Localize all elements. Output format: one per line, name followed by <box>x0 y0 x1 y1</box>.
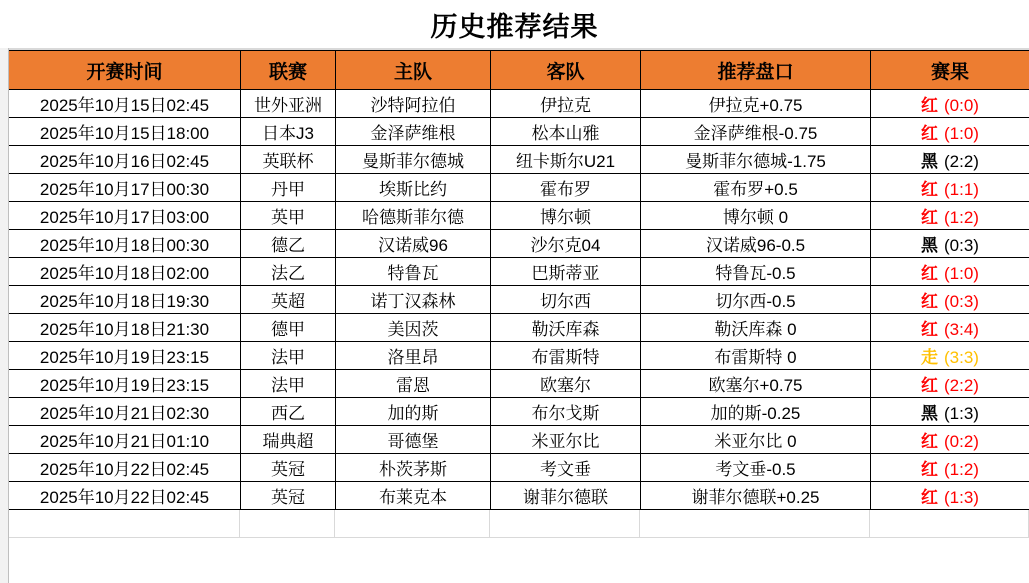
result-flag: 红 <box>921 264 939 283</box>
cell-time: 2025年10月15日02:45 <box>9 90 241 118</box>
cell-result <box>871 286 1029 314</box>
cell-result <box>871 118 1029 146</box>
cell-pick: 伊拉克+0.75 <box>641 90 871 118</box>
cell-result <box>871 482 1029 510</box>
empty-rows-area <box>8 510 1029 538</box>
cell-home: 哥德堡 <box>336 426 491 454</box>
cell-result <box>871 426 1029 454</box>
cell-pick: 加的斯-0.25 <box>641 398 871 426</box>
result-score: (1:3) <box>944 488 979 507</box>
result-score: (2:2) <box>944 152 979 171</box>
cell-league: 英联杯 <box>241 146 336 174</box>
cell-home: 雷恩 <box>336 370 491 398</box>
cell-league: 德乙 <box>241 230 336 258</box>
cell-league: 英甲 <box>241 202 336 230</box>
table-row <box>9 314 1029 342</box>
result-score: (1:2) <box>944 208 979 227</box>
cell-time: 2025年10月21日02:30 <box>9 398 241 426</box>
cell-result <box>871 314 1029 342</box>
cell-league: 法甲 <box>241 370 336 398</box>
row-header-gutter <box>0 48 9 583</box>
cell-result <box>871 342 1029 370</box>
column-header-league: 联赛 <box>241 51 336 90</box>
result-flag: 红 <box>921 208 939 227</box>
empty-cell <box>240 510 335 537</box>
cell-time: 2025年10月18日21:30 <box>9 314 241 342</box>
result-score: (0:3) <box>944 236 979 255</box>
column-header-home: 主队 <box>336 51 491 90</box>
cell-pick: 考文垂-0.5 <box>641 454 871 482</box>
cell-pick: 特鲁瓦-0.5 <box>641 258 871 286</box>
cell-home: 埃斯比约 <box>336 174 491 202</box>
cell-league: 世外亚洲 <box>241 90 336 118</box>
cell-pick: 曼斯菲尔德城-1.75 <box>641 146 871 174</box>
result-flag: 红 <box>921 488 939 507</box>
cell-league: 西乙 <box>241 398 336 426</box>
cell-away: 松本山雅 <box>491 118 641 146</box>
table-row <box>9 370 1029 398</box>
result-score: (1:0) <box>944 124 979 143</box>
cell-away: 切尔西 <box>491 286 641 314</box>
cell-time: 2025年10月21日01:10 <box>9 426 241 454</box>
title-bar <box>0 0 1029 50</box>
empty-cell <box>870 510 1029 537</box>
cell-away: 纽卡斯尔U21 <box>491 146 641 174</box>
result-score: (1:2) <box>944 460 979 479</box>
cell-time: 2025年10月15日18:00 <box>9 118 241 146</box>
cell-pick: 金泽萨维根-0.75 <box>641 118 871 146</box>
cell-time: 2025年10月22日02:45 <box>9 454 241 482</box>
cell-league: 日本J3 <box>241 118 336 146</box>
result-score: (1:0) <box>944 264 979 283</box>
result-score: (2:2) <box>944 376 979 395</box>
cell-league: 德甲 <box>241 314 336 342</box>
cell-time: 2025年10月22日02:45 <box>9 482 241 510</box>
result-score: (3:3) <box>944 348 979 367</box>
cell-away: 沙尔克04 <box>491 230 641 258</box>
cell-home: 曼斯菲尔德城 <box>336 146 491 174</box>
cell-time: 2025年10月19日23:15 <box>9 370 241 398</box>
result-flag: 红 <box>921 432 939 451</box>
cell-league: 法乙 <box>241 258 336 286</box>
empty-cell <box>490 510 640 537</box>
cell-away: 勒沃库森 <box>491 314 641 342</box>
column-header-pick: 推荐盘口 <box>641 51 871 90</box>
cell-league: 英超 <box>241 286 336 314</box>
result-flag: 红 <box>921 376 939 395</box>
cell-pick: 霍布罗+0.5 <box>641 174 871 202</box>
result-flag: 红 <box>921 320 939 339</box>
result-score: (0:0) <box>944 96 979 115</box>
cell-result <box>871 398 1029 426</box>
cell-home: 金泽萨维根 <box>336 118 491 146</box>
cell-pick: 汉诺威96-0.5 <box>641 230 871 258</box>
cell-home: 沙特阿拉伯 <box>336 90 491 118</box>
table-row <box>9 230 1029 258</box>
result-flag: 红 <box>921 96 939 115</box>
cell-result <box>871 230 1029 258</box>
cell-away: 布雷斯特 <box>491 342 641 370</box>
table-row <box>9 118 1029 146</box>
result-score: (0:3) <box>944 292 979 311</box>
cell-pick: 勒沃库森 0 <box>641 314 871 342</box>
page-title: 历史推荐结果 <box>430 11 599 42</box>
cell-result <box>871 90 1029 118</box>
result-flag: 黑 <box>921 236 939 255</box>
cell-time: 2025年10月18日02:00 <box>9 258 241 286</box>
cell-pick: 布雷斯特 0 <box>641 342 871 370</box>
cell-time: 2025年10月16日02:45 <box>9 146 241 174</box>
empty-cell <box>8 510 240 537</box>
cell-home: 布莱克本 <box>336 482 491 510</box>
result-flag: 红 <box>921 460 939 479</box>
cell-time: 2025年10月17日03:00 <box>9 202 241 230</box>
results-table <box>8 50 1029 510</box>
cell-league: 英冠 <box>241 482 336 510</box>
result-score: (0:2) <box>944 432 979 451</box>
cell-pick: 欧塞尔+0.75 <box>641 370 871 398</box>
table-row <box>9 426 1029 454</box>
cell-home: 特鲁瓦 <box>336 258 491 286</box>
table-row <box>9 482 1029 510</box>
result-score: (3:4) <box>944 320 979 339</box>
cell-home: 加的斯 <box>336 398 491 426</box>
table-header-row <box>9 51 1029 90</box>
cell-home: 美因茨 <box>336 314 491 342</box>
cell-away: 欧塞尔 <box>491 370 641 398</box>
table-row <box>9 286 1029 314</box>
result-flag: 红 <box>921 292 939 311</box>
table-row <box>9 342 1029 370</box>
table-row <box>9 174 1029 202</box>
table-row <box>9 398 1029 426</box>
cell-away: 米亚尔比 <box>491 426 641 454</box>
result-flag: 走 <box>921 348 939 367</box>
cell-result <box>871 370 1029 398</box>
cell-home: 哈德斯菲尔德 <box>336 202 491 230</box>
empty-cell <box>335 510 490 537</box>
cell-away: 谢菲尔德联 <box>491 482 641 510</box>
column-header-result: 赛果 <box>871 51 1029 90</box>
table-row <box>9 146 1029 174</box>
cell-home: 朴茨茅斯 <box>336 454 491 482</box>
column-header-time: 开赛时间 <box>9 51 241 90</box>
cell-time: 2025年10月18日19:30 <box>9 286 241 314</box>
result-flag: 黑 <box>921 404 939 423</box>
cell-pick: 切尔西-0.5 <box>641 286 871 314</box>
table-row <box>9 258 1029 286</box>
table-row <box>9 202 1029 230</box>
result-flag: 红 <box>921 180 939 199</box>
cell-league: 瑞典超 <box>241 426 336 454</box>
cell-result <box>871 146 1029 174</box>
cell-home: 诺丁汉森林 <box>336 286 491 314</box>
empty-row <box>8 510 1029 538</box>
cell-league: 法甲 <box>241 342 336 370</box>
cell-result <box>871 174 1029 202</box>
cell-away: 博尔顿 <box>491 202 641 230</box>
cell-away: 巴斯蒂亚 <box>491 258 641 286</box>
cell-time: 2025年10月19日23:15 <box>9 342 241 370</box>
cell-result <box>871 258 1029 286</box>
column-header-away: 客队 <box>491 51 641 90</box>
result-score: (1:3) <box>944 404 979 423</box>
cell-time: 2025年10月17日00:30 <box>9 174 241 202</box>
table-row <box>9 90 1029 118</box>
cell-league: 英冠 <box>241 454 336 482</box>
empty-cell <box>640 510 870 537</box>
table-body <box>9 90 1029 510</box>
cell-result <box>871 202 1029 230</box>
cell-away: 布尔戈斯 <box>491 398 641 426</box>
table-row <box>9 454 1029 482</box>
result-score: (1:1) <box>944 180 979 199</box>
cell-away: 考文垂 <box>491 454 641 482</box>
result-flag: 红 <box>921 124 939 143</box>
result-flag: 黑 <box>921 152 939 171</box>
cell-home: 汉诺威96 <box>336 230 491 258</box>
cell-pick: 米亚尔比 0 <box>641 426 871 454</box>
cell-pick: 谢菲尔德联+0.25 <box>641 482 871 510</box>
cell-time: 2025年10月18日00:30 <box>9 230 241 258</box>
cell-away: 霍布罗 <box>491 174 641 202</box>
cell-pick: 博尔顿 0 <box>641 202 871 230</box>
cell-league: 丹甲 <box>241 174 336 202</box>
cell-home: 洛里昂 <box>336 342 491 370</box>
cell-away: 伊拉克 <box>491 90 641 118</box>
cell-result <box>871 454 1029 482</box>
